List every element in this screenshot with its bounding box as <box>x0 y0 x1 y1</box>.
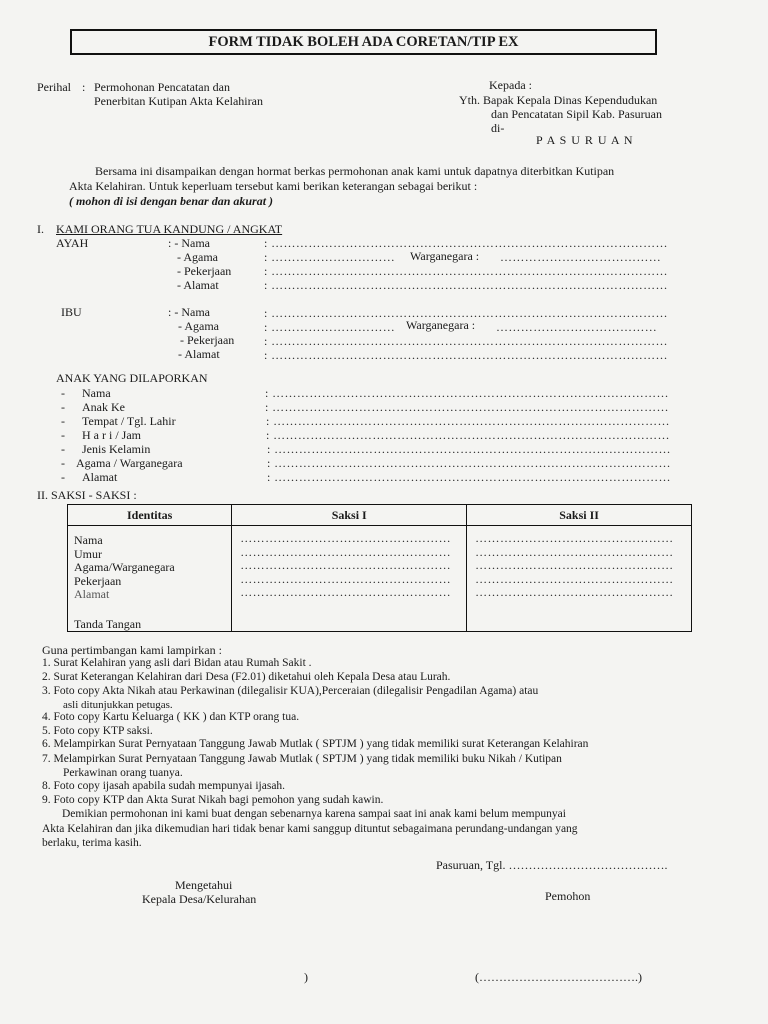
ibu-field-agama: - Agama <box>178 319 219 333</box>
saksi-table <box>67 504 692 632</box>
ibu-label: IBU <box>61 305 82 319</box>
kepala-desa-signature-bracket[interactable]: ) <box>304 970 308 984</box>
saksi-1-alamat-line[interactable]: …………………………………………… <box>240 586 452 599</box>
saksi-table-body-row <box>68 526 692 632</box>
ibu-agama-line[interactable]: : ………………………… <box>264 320 396 334</box>
anak-field-hari-jam: H a r i / Jam <box>82 428 141 442</box>
attachment-item-6: 6. Melampirkan Surat Pernyataan Tanggung Jawab Mutlak ( SPTJM ) yang tidak memiliki surat Keterangan Kelahiran <box>42 738 589 750</box>
anak-field-nama: Nama <box>82 386 111 400</box>
ibu-field-alamat: - Alamat <box>178 347 220 361</box>
identitas-cell <box>68 526 232 632</box>
section2-heading: II. SAKSI - SAKSI : <box>37 488 137 502</box>
attachment-item-8: 8. Foto copy ijasah apabila sudah mempunyai ijasah. <box>42 780 286 792</box>
perihal-line-1: Permohonan Pencatatan dan <box>94 80 230 94</box>
identitas-umur: Umur <box>74 546 102 561</box>
anak-nama-line[interactable]: : …………………………………………………………………………………… <box>265 386 669 400</box>
anak-field-tempat-lahir: Tempat / Tgl. Lahir <box>82 414 176 428</box>
anak-heading: ANAK YANG DILAPORKAN <box>56 371 208 385</box>
saksi-2-pekerjaan-line[interactable]: ………………………………………… <box>475 572 674 586</box>
anak-hari-jam-line[interactable]: : …………………………………………………………………………………… <box>266 428 670 442</box>
place-date[interactable]: Pasuruan, Tgl. …………………………………. <box>436 858 668 872</box>
ayah-field-nama: : - Nama <box>168 236 210 250</box>
anak-dash-1: - <box>61 386 65 400</box>
saksi-1-agama-line[interactable]: …………………………………………… <box>240 559 452 572</box>
kepada-city: P A S U R U A N <box>536 133 634 147</box>
attachment-item-7-cont: Perkawinan orang tuanya. <box>63 767 183 779</box>
ayah-agama-line[interactable]: : ………………………… <box>264 250 396 264</box>
identitas-alamat: Alamat <box>74 587 110 601</box>
ayah-pekerjaan-line[interactable]: : …………………………………………………………………………………… <box>264 264 668 278</box>
ayah-alamat-line[interactable]: : …………………………………………………………………………………… <box>264 278 668 292</box>
perihal-colon: : <box>82 80 86 94</box>
anak-dash-6: - <box>61 456 65 470</box>
saksi-2-cell <box>467 526 692 632</box>
mengetahui-label: Mengetahui <box>175 878 233 892</box>
attachments-heading: Guna pertimbangan kami lampirkan : <box>42 643 222 657</box>
identitas-agama: Agama/Warganegara <box>74 560 175 574</box>
ibu-field-pekerjaan: - Pekerjaan <box>180 333 235 347</box>
ibu-pekerjaan-line[interactable]: : …………………………………………………………………………………… <box>264 334 668 348</box>
saksi-1-cell <box>232 526 467 632</box>
anak-agama-line[interactable]: : …………………………………………………………………………………… <box>267 456 671 470</box>
anak-tempat-lahir-line[interactable]: : …………………………………………………………………………………… <box>266 414 670 428</box>
anak-jenis-kelamin-line[interactable]: : …………………………………………………………………………………… <box>267 442 671 456</box>
attachment-item-2: 2. Surat Keterangan Kelahiran dari Desa (F2.01) diketahui oleh Kepala Desa atau Lurah. <box>42 671 451 683</box>
perihal-line-2: Penerbitan Kutipan Akta Kelahiran <box>94 94 263 108</box>
col-identitas: Identitas <box>68 505 232 526</box>
saksi-table-header-row <box>68 505 692 526</box>
attachment-item-7: 7. Melampirkan Surat Pernyataan Tanggung Jawab Mutlak ( SPTJM ) yang tidak memiliki buku Nikah / Kutipan <box>42 753 562 765</box>
saksi-2-alamat-line[interactable]: ………………………………………… <box>475 586 674 599</box>
ayah-nama-line[interactable]: : …………………………………………………………………………………… <box>264 236 668 250</box>
closing-line-2: Akta Kelahiran dan jika dikemudian hari tidak benar kami sanggup dituntut sebagaimana perundang-undangan yang <box>42 823 578 835</box>
perihal-label: Perihal <box>37 80 71 94</box>
attachment-item-9: 9. Foto copy KTP dan Akta Surat Nikah bagi pemohon yang sudah kawin. <box>42 794 384 806</box>
ayah-warganegara-line[interactable]: ………………………………… <box>500 250 662 264</box>
intro-line-1: Bersama ini disampaikan dengan hormat berkas permohonan anak kami untuk dapatnya diterbitkan Kutipan <box>95 164 615 178</box>
attachment-item-3: 3. Foto copy Akta Nikah atau Perkawinan (dilegalisir KUA),Perceraian (dilegalisir Pengadilan Agama) atau <box>42 685 539 697</box>
kepada-line-3: di- <box>491 121 505 135</box>
col-saksi-2: Saksi II <box>467 505 692 526</box>
saksi-1-umur-line[interactable]: …………………………………………… <box>240 545 452 559</box>
kepada-line-2: dan Pencatatan Sipil Kab. Pasuruan <box>491 107 662 121</box>
attachment-item-5: 5. Foto copy KTP saksi. <box>42 725 153 737</box>
kepada-line-1: Yth. Bapak Kepala Dinas Kependudukan <box>459 93 658 107</box>
ayah-label: AYAH <box>56 236 89 250</box>
ibu-field-nama: : - Nama <box>168 305 210 319</box>
pemohon-signature-bracket[interactable]: (………………………………….) <box>475 970 642 984</box>
saksi-1-pekerjaan-line[interactable]: …………………………………………… <box>240 572 452 586</box>
ibu-warganegara-line[interactable]: ………………………………… <box>496 320 658 334</box>
anak-dash-7: - <box>61 470 65 484</box>
saksi-2-nama-line[interactable]: ………………………………………… <box>475 532 674 545</box>
anak-dash-2: - <box>61 400 65 414</box>
section1-heading: KAMI ORANG TUA KANDUNG / ANGKAT <box>56 222 283 236</box>
anak-field-jenis-kelamin: Jenis Kelamin <box>82 442 151 456</box>
closing-line-3: berlaku, terima kasih. <box>42 837 142 849</box>
ayah-field-pekerjaan: - Pekerjaan <box>177 264 232 278</box>
identitas-pekerjaan: Pekerjaan <box>74 573 122 588</box>
closing-line-1: Demikian permohonan ini kami buat dengan sebenarnya karena sampai saat ini anak kami belum mempunyai <box>62 808 566 820</box>
pemohon-label: Pemohon <box>545 889 591 903</box>
ayah-field-agama: - Agama <box>177 250 218 264</box>
anak-field-alamat: Alamat <box>82 470 118 484</box>
anak-anak-ke-line[interactable]: : …………………………………………………………………………………… <box>265 400 669 414</box>
ayah-field-alamat: - Alamat <box>177 278 219 292</box>
attachment-item-4: 4. Foto copy Kartu Keluarga ( KK ) dan KTP orang tua. <box>42 711 300 723</box>
attachment-item-1: 1. Surat Kelahiran yang asli dari Bidan atau Rumah Sakit . <box>42 657 312 669</box>
anak-field-agama-warganegara: Agama / Warganegara <box>76 456 183 470</box>
identitas-nama: Nama <box>74 533 103 547</box>
anak-field-anak-ke: Anak Ke <box>82 400 125 414</box>
saksi-2-agama-line[interactable]: ………………………………………… <box>475 559 674 572</box>
kepala-desa-label: Kepala Desa/Kelurahan <box>142 892 257 906</box>
anak-dash-5: - <box>61 442 65 456</box>
intro-line-2: Akta Kelahiran. Untuk keperluam tersebut kami berikan keterangan sebagai berikut : <box>69 179 478 193</box>
col-saksi-1: Saksi I <box>232 505 467 526</box>
identitas-tanda-tangan: Tanda Tangan <box>74 616 142 631</box>
saksi-2-umur-line[interactable]: ………………………………………… <box>475 545 674 559</box>
ayah-warganegara-label: Warganegara : <box>410 249 480 263</box>
form-title: FORM TIDAK BOLEH ADA CORETAN/TIP EX <box>70 29 657 55</box>
anak-dash-4: - <box>61 428 65 442</box>
section1-number: I. <box>37 222 44 236</box>
ibu-warganegara-label: Warganegara : <box>406 318 476 332</box>
saksi-1-nama-line[interactable]: …………………………………………… <box>240 532 452 545</box>
intro-note: ( mohon di isi dengan benar dan akurat ) <box>69 194 274 208</box>
attachment-item-3-cont: asli ditunjukkan petugas. <box>63 699 173 711</box>
anak-alamat-line[interactable]: : …………………………………………………………………………………… <box>267 470 671 484</box>
ibu-nama-line[interactable]: : …………………………………………………………………………………… <box>264 306 668 320</box>
kepada-label: Kepada : <box>489 78 532 92</box>
anak-dash-3: - <box>61 414 65 428</box>
ibu-alamat-line[interactable]: : …………………………………………………………………………………… <box>264 348 668 362</box>
